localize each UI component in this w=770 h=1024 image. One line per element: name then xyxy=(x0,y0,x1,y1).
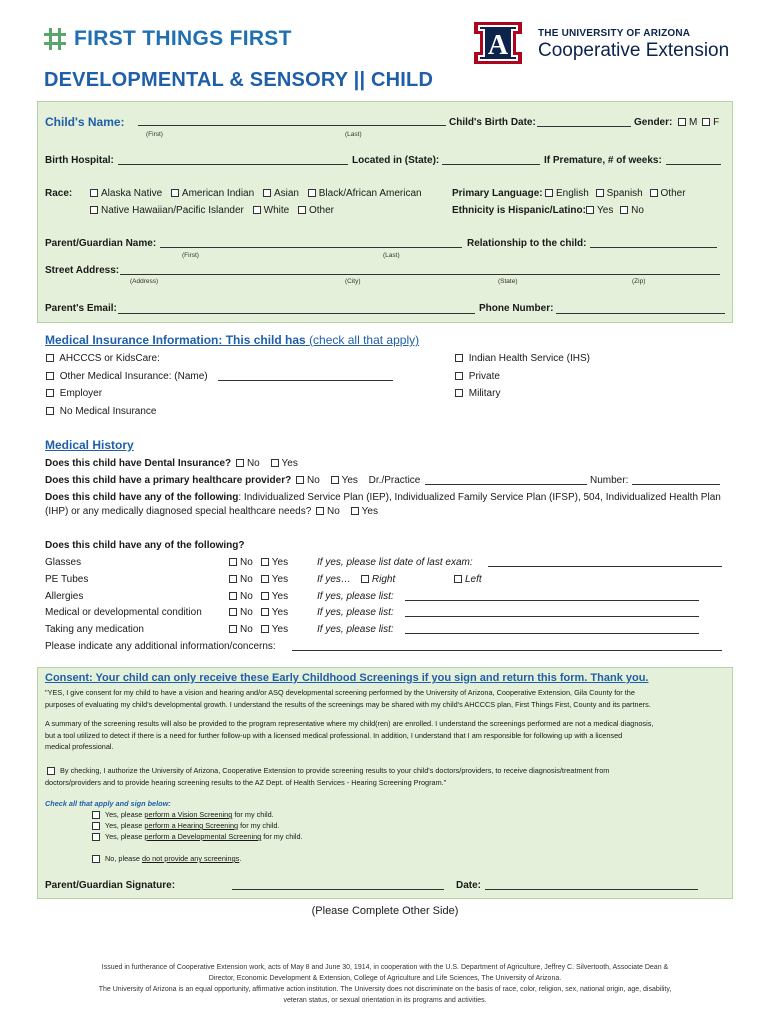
insurance-ahcccs xyxy=(44,353,160,364)
child-name-field[interactable] xyxy=(138,125,446,126)
other-insurance-checkbox[interactable] xyxy=(46,372,54,380)
insurance-ihs xyxy=(453,353,590,364)
premature-weeks-field[interactable] xyxy=(666,164,721,165)
race-american-indian-checkbox[interactable] xyxy=(171,189,179,197)
glasses-followup: If yes, please list date of last exam: xyxy=(317,557,473,568)
language-spanish-checkbox[interactable] xyxy=(596,189,604,197)
consent-text-line: medical professional. xyxy=(45,742,114,751)
insurance-option-label: Indian Health Service (IHS) xyxy=(468,353,590,364)
gender-label: Gender: xyxy=(634,117,673,128)
first-caption: (First) xyxy=(146,131,163,138)
dr-practice-label: Dr./Practice xyxy=(368,475,421,486)
ua-university-name: THE UNIVERSITY OF ARIZONA xyxy=(538,28,691,39)
insurance-none xyxy=(44,406,157,417)
no-label: No xyxy=(246,458,260,469)
medication-yes-checkbox[interactable] xyxy=(261,625,269,633)
street-address-label: Street Address: xyxy=(45,265,120,276)
condition-medical-options xyxy=(227,607,288,618)
hearing-screening-label: perform a Hearing Screening xyxy=(144,821,239,830)
race-white-checkbox[interactable] xyxy=(253,206,261,214)
yes-label: Yes xyxy=(271,591,289,602)
number-field[interactable] xyxy=(632,484,720,485)
guardian-first-caption: (First) xyxy=(182,252,199,259)
guardian-name-label: Parent/Guardian Name: xyxy=(45,238,157,249)
yes-label: Yes xyxy=(361,506,378,517)
race-other-checkbox[interactable] xyxy=(298,206,306,214)
race-row-1 xyxy=(88,188,422,199)
race-option: Asian xyxy=(273,188,299,199)
race-hawaiian-checkbox[interactable] xyxy=(90,206,98,214)
no-label: No xyxy=(240,591,253,602)
vision-checkbox[interactable] xyxy=(92,811,100,819)
for-my-child-label: for my child. xyxy=(240,821,280,830)
other-side-note: (Please Complete Other Side) xyxy=(311,905,459,917)
condition-medication-label: Taking any medication xyxy=(45,624,144,635)
no-label: No xyxy=(240,624,253,635)
hash-grid-icon xyxy=(44,28,66,50)
yes-label: Yes xyxy=(271,624,289,635)
pe-tubes-no-checkbox[interactable] xyxy=(229,575,237,583)
race-option: White xyxy=(263,205,290,216)
race-alaska-checkbox[interactable] xyxy=(90,189,98,197)
consent-paragraph-3 xyxy=(45,765,720,788)
race-asian-checkbox[interactable] xyxy=(263,189,271,197)
relationship-label: Relationship to the child: xyxy=(467,238,587,249)
insurance-employer xyxy=(44,388,102,399)
insurance-option-label: Employer xyxy=(59,388,103,399)
yes-label: Yes xyxy=(281,458,298,469)
phone-number-field[interactable] xyxy=(556,313,725,314)
insurance-option-label: No Medical Insurance xyxy=(59,406,157,417)
hearing-option xyxy=(90,821,279,830)
allergies-followup: If yes, please list: xyxy=(317,591,394,602)
ua-cooperative-extension: Cooperative Extension xyxy=(538,40,730,61)
glasses-no-checkbox[interactable] xyxy=(229,558,237,566)
right-label: Right xyxy=(371,574,396,585)
for-my-child-label: for my child. xyxy=(234,810,274,819)
race-row-2 xyxy=(88,205,334,216)
healthcare-question: Does this child have a primary healthcare provider? xyxy=(45,475,292,486)
dental-no-checkbox[interactable] xyxy=(236,459,244,467)
signature-field[interactable] xyxy=(232,889,444,890)
parent-email-field[interactable] xyxy=(118,313,475,314)
address-caption: (Address) xyxy=(130,278,159,285)
guardian-name-field[interactable] xyxy=(160,247,462,248)
birth-date-field[interactable] xyxy=(537,126,631,127)
consent-text-line: purposes of evaluating my child's developmental growth. I understand the results of the screenings may be shared with my child's AHCCCS plan, First Things First, County and its partners. xyxy=(45,699,651,709)
medical-condition-no-checkbox[interactable] xyxy=(229,608,237,616)
city-caption: (City) xyxy=(345,278,361,285)
located-state-label: Located in (State): xyxy=(352,155,440,166)
language-option: English xyxy=(556,188,589,199)
signature-label: Parent/Guardian Signature: xyxy=(45,880,176,891)
yes-please-label: Yes, please xyxy=(104,821,143,830)
allergies-list-field[interactable] xyxy=(405,600,699,601)
plan-question-line2-text: (IHP) or any medically diagnosed special healthcare needs? xyxy=(45,506,312,517)
insurance-other xyxy=(44,371,208,382)
phone-number-label: Phone Number: xyxy=(479,303,554,314)
located-state-field[interactable] xyxy=(442,164,540,165)
ihs-checkbox[interactable] xyxy=(455,354,463,362)
no-insurance-checkbox[interactable] xyxy=(46,407,54,415)
consent-text-line: A summary of the screening results will also be provided to the program representative where my child(ren) are enrolled. I understand the screenings performed are not a medical diagnosis, xyxy=(45,719,654,728)
condition-pe-tubes-label: PE Tubes xyxy=(45,574,89,585)
gender-m-label: M xyxy=(689,117,698,128)
no-label: No xyxy=(240,607,253,618)
dr-practice-field[interactable] xyxy=(425,484,587,485)
primary-language-label: Primary Language: xyxy=(452,188,543,199)
race-option: Other xyxy=(308,205,334,216)
footer-line: Director, Economic Development & Extension, College of Agriculture and Life Sciences, The University of Arizona. xyxy=(208,975,562,982)
plan-question-line-1 xyxy=(45,492,721,503)
premature-label: If Premature, # of weeks: xyxy=(544,155,662,166)
condition-medication-options xyxy=(227,624,288,635)
consent-title: Consent: Your child can only receive these Early Childhood Screenings if you sign and return this form. Thank you. xyxy=(45,672,649,684)
medical-condition-followup: If yes, please list: xyxy=(317,607,394,618)
yes-label: Yes xyxy=(271,574,289,585)
vision-screening-label: perform a Vision Screening xyxy=(144,810,233,819)
ethnicity-no-checkbox[interactable] xyxy=(620,206,628,214)
language-option: Other xyxy=(660,188,686,199)
no-label: No xyxy=(240,557,253,568)
dental-yes-checkbox[interactable] xyxy=(271,459,279,467)
vision-option xyxy=(90,810,274,819)
ethnicity-no-label: No xyxy=(631,205,644,216)
language-option: Spanish xyxy=(606,188,643,199)
no-label: No xyxy=(327,506,340,517)
relationship-field[interactable] xyxy=(590,247,717,248)
birth-hospital-label: Birth Hospital: xyxy=(45,155,114,166)
plan-question-line-2 xyxy=(45,506,378,517)
allergies-no-checkbox[interactable] xyxy=(229,592,237,600)
insurance-option-label: AHCCCS or KidsCare: xyxy=(59,353,160,364)
ua-mark-letter: A xyxy=(487,30,509,61)
ua-coop-logo-text xyxy=(538,28,729,62)
yes-label: Yes xyxy=(341,475,358,486)
condition-glasses-label: Glasses xyxy=(45,557,82,568)
yes-label: Yes xyxy=(271,557,289,568)
following-question: Does this child have any of the following? xyxy=(45,540,245,551)
condition-pe-tubes-options xyxy=(227,574,288,585)
condition-allergies-label: Allergies xyxy=(45,591,84,602)
left-checkbox[interactable] xyxy=(454,575,462,583)
pe-tubes-yes-checkbox[interactable] xyxy=(261,575,269,583)
state-caption: (State) xyxy=(498,278,518,285)
birth-date-label: Child's Birth Date: xyxy=(449,117,536,128)
other-insurance-name-field[interactable] xyxy=(218,380,393,381)
footer-line: The University of Arizona is an equal opportunity, affirmative action institution. The University does not discriminate on the basis of race, color, religion, sex, national origin, age, disability, xyxy=(98,986,672,993)
number-label: Number: xyxy=(590,475,629,486)
developmental-option xyxy=(90,832,303,841)
insurance-option-label: Private xyxy=(468,371,500,382)
military-checkbox[interactable] xyxy=(455,389,463,397)
gender-f-label: F xyxy=(713,117,720,128)
pe-tubes-followup-text: If yes… xyxy=(317,574,351,585)
yes-please-label: Yes, please xyxy=(104,810,143,819)
parent-email-label: Parent's Email: xyxy=(45,303,117,314)
insurance-option-label: Military xyxy=(468,388,501,399)
ahcccs-checkbox[interactable] xyxy=(46,354,54,362)
insurance-option-label: Other Medical Insurance: (Name) xyxy=(59,371,208,382)
check-all-instruction: Check all that apply and sign below: xyxy=(45,799,171,808)
developmental-screening-label: perform a Developmental Screening xyxy=(144,832,262,841)
birth-hospital-field[interactable] xyxy=(118,164,348,165)
private-checkbox[interactable] xyxy=(455,372,463,380)
medical-history-title: Medical History xyxy=(45,438,134,452)
employer-checkbox[interactable] xyxy=(46,389,54,397)
insurance-section-title xyxy=(45,333,419,347)
consent-text-line: By checking, I authorize the University of Arizona, Cooperative Extension to provide screening results to your child's doctors/providers, to receive diagnosis/treatment from xyxy=(60,766,610,775)
race-label: Race: xyxy=(45,188,73,199)
gender-m-checkbox[interactable] xyxy=(678,118,686,126)
dental-question-row xyxy=(45,458,298,469)
for-my-child-label: for my child. xyxy=(263,832,303,841)
race-option: Alaska Native xyxy=(101,188,163,199)
date-label: Date: xyxy=(456,880,482,891)
medical-condition-yes-checkbox[interactable] xyxy=(261,608,269,616)
footer-line: Issued in furtherance of Cooperative Extension work, acts of May 8 and June 30, 1914, in cooperation with the U.S. Department of Agriculture, Jeffrey C. Silvertooth, Associate Dean & xyxy=(101,964,669,971)
race-black-checkbox[interactable] xyxy=(308,189,316,197)
first-things-first-logo xyxy=(44,27,292,51)
race-option: Native Hawaiian/Pacific Islander xyxy=(101,205,244,216)
consent-paragraph-1 xyxy=(45,687,720,710)
plan-question-rest: : Individualized Service Plan (IEP), Individualized Family Service Plan (IFSP), 504, Individualized Health Plan xyxy=(238,492,721,503)
no-screening-option xyxy=(90,854,241,863)
healthcare-yes-checkbox[interactable] xyxy=(331,476,339,484)
period: . xyxy=(239,854,242,863)
university-of-arizona-logo-icon xyxy=(472,20,524,66)
ethnicity-options xyxy=(584,205,644,216)
no-label: No xyxy=(240,574,253,585)
healthcare-question-row xyxy=(45,475,420,486)
allergies-yes-checkbox[interactable] xyxy=(261,592,269,600)
medication-followup: If yes, please list: xyxy=(317,624,394,635)
additional-info-field[interactable] xyxy=(292,650,722,651)
consent-paragraph-2 xyxy=(45,718,720,753)
street-address-field[interactable] xyxy=(120,274,720,275)
consent-text-line: doctors/providers and to provide hearing screening results to the AZ Dept. of Health Services - Hearing Screening Program." xyxy=(45,777,447,787)
dental-question: Does this child have Dental Insurance? xyxy=(45,458,232,469)
last-caption: (Last) xyxy=(345,131,362,138)
ftf-logo-text: FIRST THINGS FIRST xyxy=(74,27,292,50)
no-please-label: No, please xyxy=(105,854,140,863)
left-option xyxy=(452,574,482,585)
developmental-checkbox[interactable] xyxy=(92,833,100,841)
page-title: DEVELOPMENTAL & SENSORY || CHILD xyxy=(44,69,434,91)
gender-f-checkbox[interactable] xyxy=(702,118,710,126)
left-label: Left xyxy=(465,574,482,585)
date-field[interactable] xyxy=(485,889,698,890)
insurance-private xyxy=(453,371,500,382)
race-option: American Indian xyxy=(181,188,255,199)
right-checkbox[interactable] xyxy=(361,575,369,583)
insurance-title-text: Medical Insurance Information: This child has xyxy=(45,333,306,347)
condition-allergies-options xyxy=(227,591,288,602)
consent-text-line: but a tool utilized to detect if there is a need for further follow-up with a licensed medical professional. In addition, I understand that I am responsible for following up with a licensed xyxy=(45,730,623,740)
pe-tubes-followup xyxy=(317,574,395,585)
no-screening-checkbox[interactable] xyxy=(92,855,100,863)
glasses-yes-checkbox[interactable] xyxy=(261,558,269,566)
plan-yes-checkbox[interactable] xyxy=(351,507,359,515)
child-name-label: Child's Name: xyxy=(45,115,125,129)
consent-text-line: "YES, I give consent for my child to have a vision and hearing and/or ASQ developmental screening performed by the University of Arizona, Cooperative Extension, Gila County for the xyxy=(45,688,635,697)
authorize-checkbox[interactable] xyxy=(47,767,55,775)
ethnicity-yes-checkbox[interactable] xyxy=(586,206,594,214)
healthcare-no-checkbox[interactable] xyxy=(296,476,304,484)
yes-please-label: Yes, please xyxy=(104,832,143,841)
no-label: No xyxy=(306,475,320,486)
condition-medical-label: Medical or developmental condition xyxy=(45,607,202,618)
gender-options xyxy=(676,117,719,128)
zip-caption: (Zip) xyxy=(632,278,646,285)
race-option: Black/African American xyxy=(318,188,422,199)
medical-condition-list-field[interactable] xyxy=(405,616,699,617)
language-english-checkbox[interactable] xyxy=(545,189,553,197)
additional-info-label: Please indicate any additional information/concerns: xyxy=(45,641,276,652)
medication-list-field[interactable] xyxy=(405,633,699,634)
ethnicity-label: Ethnicity is Hispanic/Latino: xyxy=(452,205,586,216)
ethnicity-yes-label: Yes xyxy=(597,205,614,216)
guardian-last-caption: (Last) xyxy=(383,252,400,259)
yes-label: Yes xyxy=(271,607,289,618)
medication-no-checkbox[interactable] xyxy=(229,625,237,633)
no-screenings-label: do not provide any screenings xyxy=(141,854,240,863)
hearing-checkbox[interactable] xyxy=(92,822,100,830)
plan-no-checkbox[interactable] xyxy=(316,507,324,515)
condition-glasses-options xyxy=(227,557,288,568)
insurance-title-suffix: (check all that apply) xyxy=(309,333,420,347)
insurance-military xyxy=(453,388,500,399)
language-other-checkbox[interactable] xyxy=(650,189,658,197)
plan-question-bold: Does this child have any of the following xyxy=(45,492,239,503)
glasses-exam-field[interactable] xyxy=(488,566,722,567)
page-footer xyxy=(40,962,730,1006)
footer-line: veteran status, or sexual orientation in its programs and activities. xyxy=(283,997,487,1004)
language-options xyxy=(543,188,686,199)
